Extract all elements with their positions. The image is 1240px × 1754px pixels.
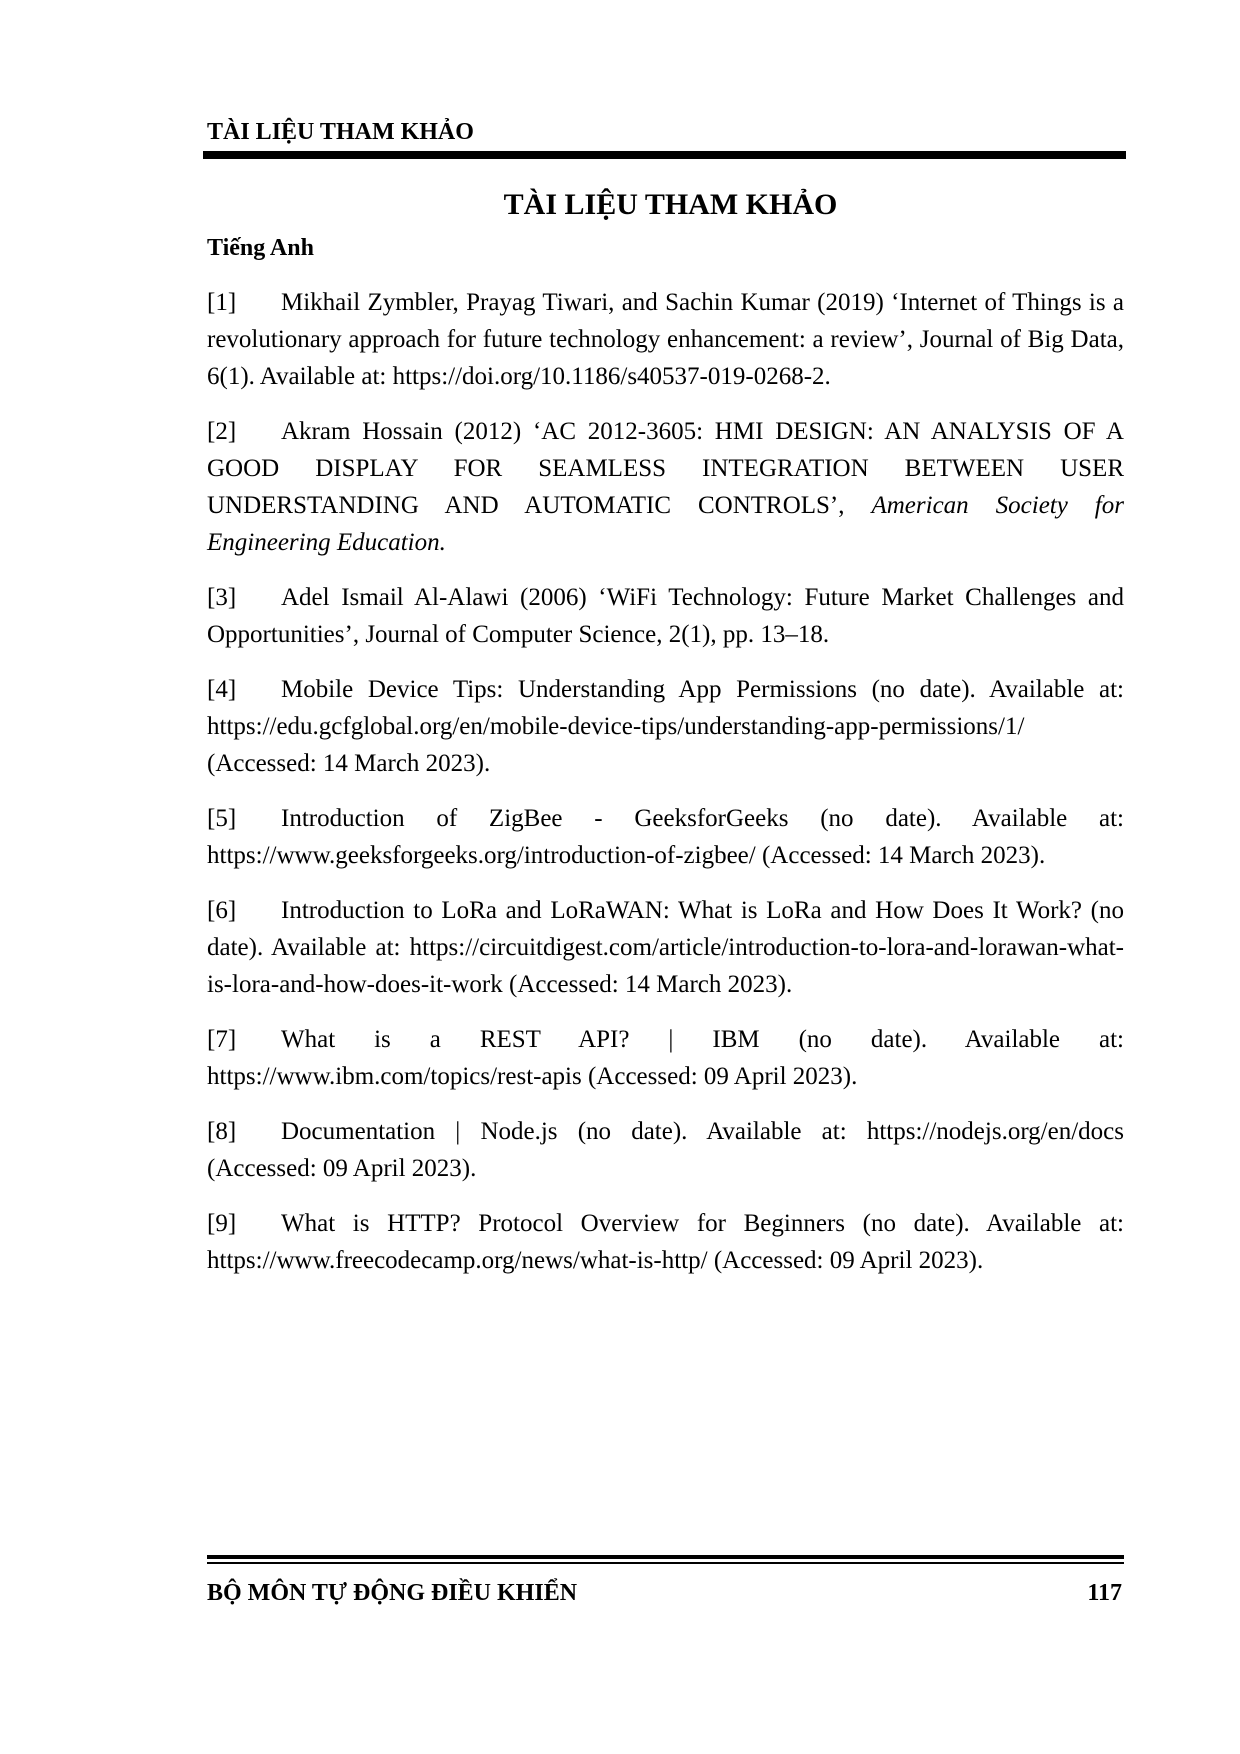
reference-number: [7]	[207, 1026, 237, 1053]
reference-item	[207, 579, 1124, 653]
reference-item	[207, 892, 1124, 1003]
reference-text: Adel Ismail Al-Alawi (2006) ‘WiFi Technology: Future Market Challenges and Opportunities’, Journal of Computer Science, 2(1), pp. 13–18.	[207, 584, 1124, 648]
reference-text: Mobile Device Tips: Understanding App Permissions (no date). Available at: https://edu.gcfglobal.org/en/mobile-device-tips/understanding-app-permissions/1/ (Accessed: 14 March 2023).	[207, 676, 1124, 777]
reference-item	[207, 413, 1124, 561]
reference-text: Mikhail Zymbler, Prayag Tiwari, and Sachin Kumar (2019) ‘Internet of Things is a revolutionary approach for future technology enhancement: a review’, Journal of Big Data, 6(1). Available at: https://doi.org/10.1186/s40537-019-0268-2.	[207, 289, 1124, 390]
reference-number: [9]	[207, 1210, 237, 1237]
running-header: TÀI LIỆU THAM KHẢO	[207, 119, 474, 145]
reference-text: Documentation | Node.js (no date). Available at: https://nodejs.org/en/docs (Accessed: 09 April 2023).	[207, 1118, 1124, 1182]
reference-number: [3]	[207, 584, 237, 611]
reference-number: [5]	[207, 805, 237, 832]
reference-item	[207, 1205, 1124, 1279]
reference-item	[207, 1021, 1124, 1095]
reference-item	[207, 671, 1124, 782]
footer-department: BỘ MÔN TỰ ĐỘNG ĐIỀU KHIỂN	[207, 1580, 578, 1606]
footer-rule-thin	[207, 1562, 1124, 1564]
reference-number: [4]	[207, 676, 237, 703]
reference-text: Introduction of ZigBee - GeeksforGeeks (no date). Available at: https://www.geeksforgeeks.org/introduction-of-zigbee/ (Accessed: 14 March 2023).	[207, 805, 1124, 869]
header-rule	[203, 151, 1126, 159]
footer-rule	[207, 1555, 1124, 1559]
reference-number: [6]	[207, 897, 237, 924]
reference-italic-text: American Society for Engineering Education.	[207, 492, 1124, 556]
reference-list	[207, 284, 1124, 1279]
reference-number: [2]	[207, 418, 237, 445]
page-title: TÀI LIỆU THAM KHẢO	[503, 188, 838, 221]
reference-text: What is a REST API? | IBM (no date). Available at: https://www.ibm.com/topics/rest-apis (Accessed: 09 April 2023).	[207, 1026, 1124, 1090]
page-number: 117	[1087, 1580, 1122, 1606]
reference-text: Introduction to LoRa and LoRaWAN: What is LoRa and How Does It Work? (no date). Available at: https://circuitdigest.com/article/introduction-to-lora-and-lorawan-what-is-lora-and-how-does-it-work (Accessed: 14 March 2023).	[207, 897, 1124, 998]
reference-item	[207, 284, 1124, 395]
section-heading: Tiếng Anh	[207, 235, 314, 261]
reference-number: [1]	[207, 289, 237, 316]
main-content	[207, 180, 1124, 1297]
reference-text: Akram Hossain (2012) ‘AC 2012-3605: HMI DESIGN: AN ANALYSIS OF A GOOD DISPLAY FOR SEAMLESS INTEGRATION BETWEEN USER UNDERSTANDING AND AUTOMATIC CONTROLS’,	[207, 418, 1124, 519]
reference-item	[207, 800, 1124, 874]
reference-item	[207, 1113, 1124, 1187]
reference-text: What is HTTP? Protocol Overview for Beginners (no date). Available at: https://www.freecodecamp.org/news/what-is-http/ (Accessed: 09 April 2023).	[207, 1210, 1124, 1274]
reference-number: [8]	[207, 1118, 237, 1145]
